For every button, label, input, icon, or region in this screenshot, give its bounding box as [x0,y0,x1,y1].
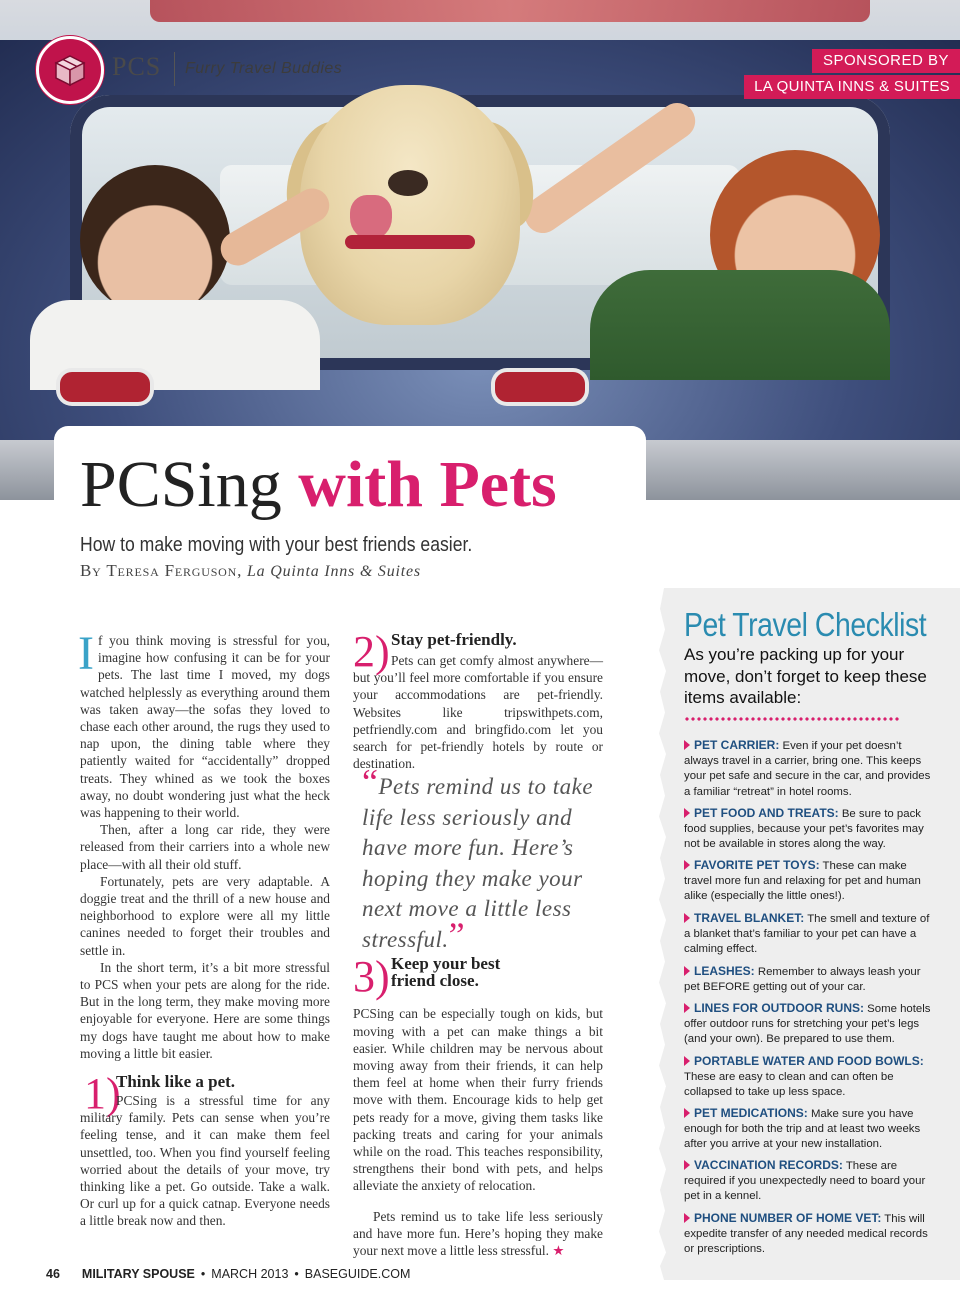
page-number: 46 [46,1267,60,1281]
step-3-title: Keep your best friend close. [391,954,501,990]
checklist-item-label: VACCINATION RECORDS: [694,1158,843,1172]
step-2-number: 2) [353,627,390,676]
step-3-closing [353,1208,603,1260]
intro-paragraph-3: Fortunately, pets are very adaptable. A doggie treat and the thrill of a new house and neighborhood to explore were all my little canines needed to forget their troubles and settle in. [80,873,330,958]
box-icon [52,52,88,88]
byline-author: By Teresa Ferguson, [80,561,243,580]
section-label: PCS [112,52,162,81]
checklist-item [684,1106,936,1153]
dog-collar [345,235,475,249]
step-3-paragraph-1: PCSing can be especially tough on kids, but moving with a pet can make things a bit easier. While children may be nervous about moving away from their friends, it can help them feel at home when their furry friends move with them. Encourage kids to help get pets ready for a move, giving them tasks like packing treats and caring for your animals while on the road. This teaches responsibility, strengthens their bond with pets, and helps alleviate the anxiety of relocation. [353,1006,603,1194]
checklist-item-text: Be sure to pack food supplies, because your pet’s favorites may not be available in stores along the way. [684,808,924,851]
closing-text: Pets remind us to take life less seriously and have more fun. Here’s hoping they make your next move a little less stressful. [353,1209,603,1259]
checklist-item-label: PHONE NUMBER OF HOME VET: [694,1211,882,1225]
sponsor-name: LA QUINTA INNS & SUITES [744,75,960,99]
issue-date: MARCH 2013 [211,1267,289,1281]
checklist-item [684,911,936,958]
end-mark-star-icon: ★ [552,1243,565,1259]
triangle-bullet-icon [684,1056,690,1066]
triangle-bullet-icon [684,913,690,923]
boy-right-shirt [590,270,890,380]
checklist-item-text: Even if your pet doesn’t always travel in a carrier, bring one. This keeps your pet safe and secure in the car, and provides a familiar “retreat” in hotel rooms. [684,740,931,798]
intro-column [78,627,330,1062]
checklist-item-text: These are required if you unexpectedly need to board your pet in a kennel. [684,1160,926,1203]
intro-text-1: f you think moving is stressful for you, imagine how confusing it can be for your pets. The last time I moved, my dogs watched helplessly as everything around them was taken away—the sofas they loved to chase each other around, the rugs they used to nap upon, the dining table where they patiently waited for “accidentally” dropped treats. They whined as we took the boxes away, no doubt wondering just what the heck was happening to their world. [80,633,330,821]
step-2-title: Stay pet-friendly. [391,630,517,649]
triangle-bullet-icon [684,740,690,750]
triangle-bullet-icon [684,860,690,870]
triangle-bullet-icon [684,1213,690,1223]
checklist-item [684,1158,936,1205]
boy-left [80,165,230,315]
step-1-number: 1) [84,1069,121,1118]
checklist-item [684,1211,936,1258]
checklist-item-label: LEASHES: [694,964,755,978]
step-2-body: Pets can get comfy almost anywhere—but you’ll feel more comfortable if you ensure your accommodations are pet-friendly. Websites like tripswithpets.com, petfriendly.com and bringfido.com let you search for pet-friendly hotels by route or destination. [353,653,603,772]
checklist-item-text: This will expedite transfer of any needed medical records or prescriptions. [684,1213,928,1256]
title-part-2: with Pets [298,448,557,521]
byline [80,561,421,581]
checklist-item-text: These can make travel more fun and relaxing for pet and human alike (especially the little ones!). [684,860,921,903]
checklist-item-label: LINES FOR OUTDOOR RUNS: [694,1001,864,1015]
pull-quote [362,762,607,955]
footer-separator: • [294,1267,299,1281]
checklist-title: Pet Travel Checklist [684,606,927,643]
checklist-item [684,738,936,800]
checklist-item-label: FAVORITE PET TOYS: [694,858,820,872]
title-part-1: PCSing [80,448,299,521]
intro-paragraph-1 [78,627,330,821]
article-subtitle: How to make moving with your best friends easier. [80,534,473,556]
dog-tongue [350,195,392,240]
quote-close-mark: ” [448,914,466,955]
checklist-item [684,806,936,853]
checklist-item [684,858,936,905]
step-3-body [353,992,603,1273]
quote-open-mark: “ [362,762,379,802]
tail-light-right [495,372,585,402]
pull-quote-text: Pets remind us to take life less seriously and have more fun. Here’s hoping they make your next move a little less stressful. [362,774,594,952]
drop-cap: I [78,627,94,680]
dotted-divider [684,715,900,723]
checklist-item-text: These are easy to clean and can often be collapsed to take up less space. [684,1071,894,1099]
step-1-body: PCSing is a stressful time for any military family. Pets can sense when you’re feeling tense, and it can make them feel unsettled, too. When you find yourself feeling worried about the details of your move, try thinking like a pet. Go outside. Take a walk. Or curl up for a quick catnap. Everyone needs a little break now and then. [80,1093,330,1229]
checklist-item-text: Remember to always leash your pet BEFORE getting out of your car. [684,966,921,994]
triangle-bullet-icon [684,966,690,976]
checklist-item-label: PET MEDICATIONS: [694,1106,808,1120]
triangle-bullet-icon [684,1108,690,1118]
checklist-intro: As you’re packing up for your move, don’t forget to keep these items available: [684,645,927,707]
intro-paragraph-4: In the short term, it’s a bit more stressful to PCS when your pets are along for the ride. But in the long term, they make moving more enjoyable for everyone. Here are some things my dogs have taught me about how to make moving a little bit easier. [80,959,330,1061]
checklist-item-label: PET CARRIER: [694,738,780,752]
magazine-name: MILITARY SPOUSE [81,1267,195,1281]
dog-nose [388,170,428,196]
checklist-item-text: The smell and texture of a blanket that’s familiar to your pet can have a calming effect. [684,913,930,956]
checklist-item-text: Make sure you have enough for both the trip and at least two weeks after you arrive at your new installation. [684,1108,921,1151]
tail-light-left [60,372,150,402]
dog-head [300,85,520,325]
triangle-bullet-icon [684,1160,690,1170]
footer-separator: • [200,1267,206,1281]
checklist-item [684,964,936,995]
section-subtitle: Furry Travel Buddies [185,60,343,77]
checklist-item-label: PORTABLE WATER AND FOOD BOWLS: [694,1054,924,1068]
triangle-bullet-icon [684,808,690,818]
step-1-title: Think like a pet. [116,1072,236,1091]
checklist-item [684,1054,936,1101]
checklist-item [684,1001,936,1048]
intro-paragraph-2: Then, after a long car ride, they were released from their carriers into a whole new place—with all their old stuff. [80,822,330,872]
byline-affiliation: La Quinta Inns & Suites [246,563,421,580]
checklist-item-label: PET FOOD AND TREATS: [694,806,839,820]
sponsor-label: SPONSORED BY [812,49,960,73]
step-3-number: 3) [353,952,390,1001]
website: BASEGUIDE.COM [304,1267,411,1281]
section-divider [174,52,175,86]
checklist-item-label: TRAVEL BLANKET: [694,911,805,925]
triangle-bullet-icon [684,1003,690,1013]
page-footer [46,1267,410,1281]
checklist-item-text: Some hotels offer outdoor runs for stretching your pet’s legs (and your own). Be prepared to use them. [684,1003,931,1046]
roof-luggage [150,0,870,22]
article-title [80,445,557,525]
section-badge [36,36,104,104]
